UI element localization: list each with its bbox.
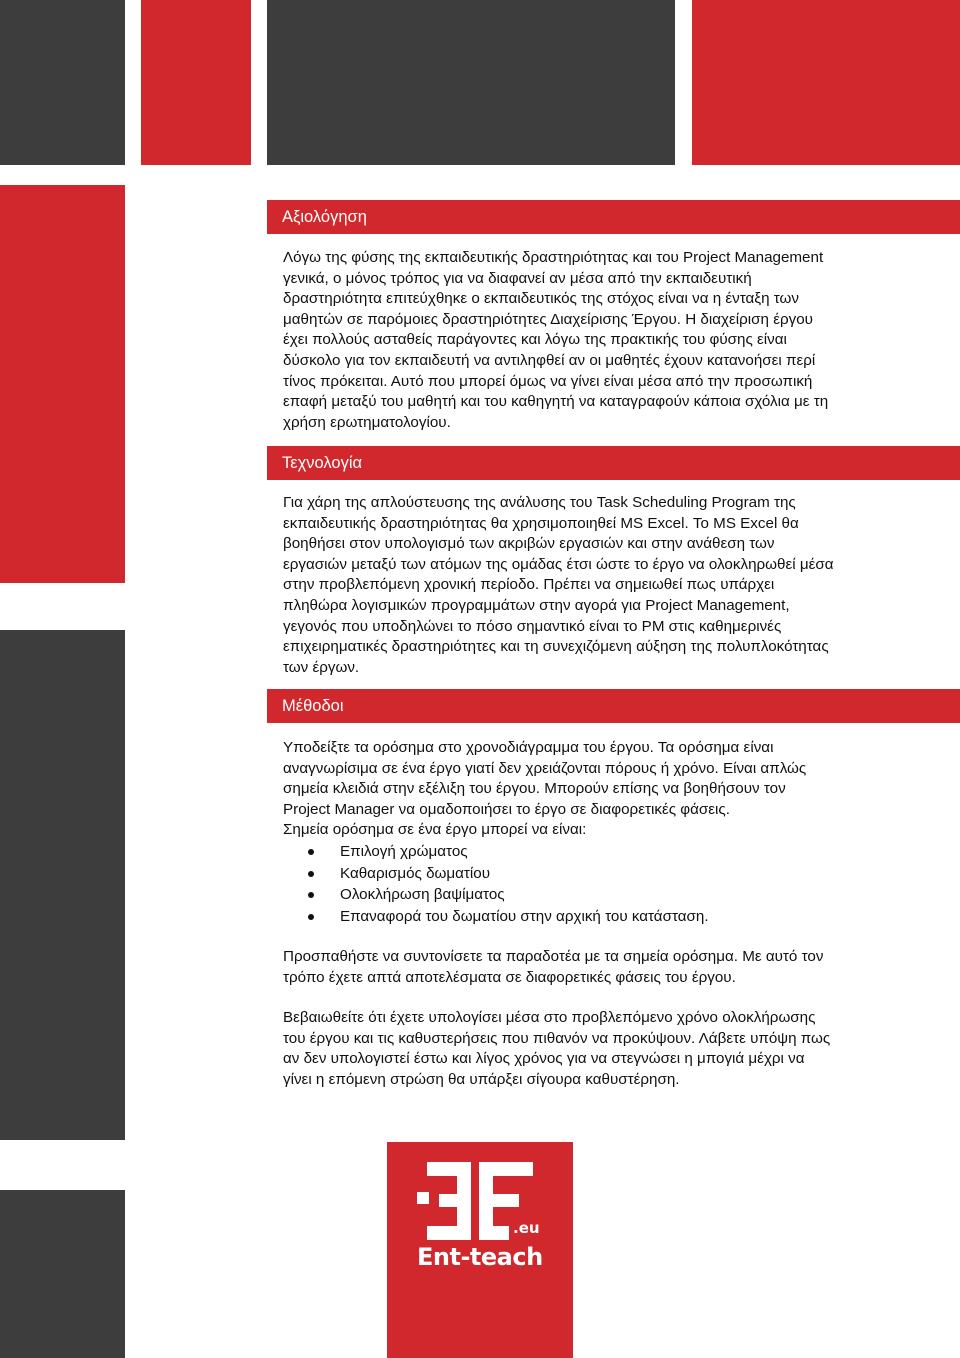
text-line: τίνος πρόκειται. Αυτό που μπορεί όμως να γίνει είναι μέσα από την προσωπική [283,372,813,390]
text-line: Υποδείξτε τα ορόσημα στο χρονοδιάγραμμα του έργου. Τα ορόσημα είναι [283,739,774,756]
decor-block [267,0,675,165]
text-line: έχει πολλούς ασταθείς παράγοντες και λόγω της πρακτικής του φύσης είναι [283,331,787,349]
axiologisi-paragraph [283,248,933,433]
text-line: επιχειρηματικές δραστηριότητες και τη συνεχιζόμενη αύξηση της πολυπλοκότητας [283,638,829,656]
text-line: γίνει η επόμενη στρώση θα υπάρξει σίγουρα καθυστέρηση. [283,1070,680,1088]
list-item: Επιλογή χρώματος [283,841,709,863]
milestone-list [283,841,709,927]
section-heading-technologia: Τεχνολογία [267,446,960,480]
section-heading-methodoi: Μέθοδοι [267,689,960,723]
text-line: Για χάρη της απλούστευσης της ανάλυσης του Task Scheduling Program της [283,494,796,511]
decor-block [141,0,251,165]
text-line: του έργου και τις καθυστερήσεις που πιθανόν να προκύψουν. Λάβετε υπόψη πως [283,1029,831,1047]
decor-block [0,630,125,1140]
text-line: δύσκολο για τον εκπαιδευτή να αντιληφθεί αν οι μαθητές έχουν κατανοήσει περί [283,351,816,369]
text-line: επαφή μεταξύ του μαθητή και του καθηγητή να καταγραφούν κάποια σχόλια με τη [283,393,829,411]
text-line: αν δεν υπολογιστεί έστω και λίγος χρόνος για να στεγνώσει η μπογιά μέχρι να [283,1050,805,1068]
text-line: δραστηριότητα επιτεύχθηκε ο εκπαιδευτικός της στόχος είναι να η ένταξη των [283,290,800,308]
logo-name: Ent-teach [417,1243,543,1271]
text-line: Λόγω της φύσης της εκπαιδευτικής δραστηριότητας και του Project Management [283,249,824,266]
text-line: βοηθήσει στον υπολογισμό των ακριβών εργασιών και στην ανάθεση των [283,535,775,553]
section-heading-axiologisi: Αξιολόγηση [267,200,960,234]
text-line: εργασιών μεταξύ των ατόμων της ομάδας έτσι ώστε το έργο να ολοκληρωθεί μέσα [283,555,834,573]
decor-block [692,0,960,165]
text-line: Σημεία ορόσημα σε ένα έργο μπορεί να είναι: [283,821,587,839]
text-line: Project Manager να ομαδοποιήσει το έργο σε διαφορετικές φάσεις. [283,800,730,818]
text-line: αναγνωρίσιμα σε ένα έργο γιατί δεν χρειάζονται πόρους ή χρόνο. Είναι απλώς [283,759,807,777]
text-line: γενικά, ο μόνος τρόπος για να διαφανεί αν μέσα από την εκπαιδευτική [283,269,752,287]
text-line: χρήση ερωτηματολογίου. [283,413,451,431]
text-line: πληθώρα λογισμικών προγραμμάτων στην αγορά για Project Management, [283,596,790,614]
text-line: των έργων. [283,658,360,676]
text-line: στην προβλεπόμενη χρονική περίοδο. Πρέπει να σημειωθεί πως υπάρχει [283,576,775,594]
methodoi-paragraph-2 [283,947,933,988]
text-line: μαθητών σε παρόμοιες δραστηριότητες Διαχείρισης Έργου. Η διαχείριση έργου [283,310,813,328]
text-line: τρόπο έχετε απτά αποτελέσματα σε διαφορετικές φάσεις του έργου. [283,968,736,986]
text-line: γεγονός που υποδηλώνει το πόσο σημαντικό είναι το PM στις καθημερινές [283,617,782,635]
list-item: Ολοκλήρωση βαψίματος [283,884,709,906]
text-line: σημεία κλειδιά στην εξέλιξη του έργου. Μπορούν επίσης να βοηθήσουν τον [283,780,786,798]
technologia-paragraph [283,493,933,678]
list-item: Καθαρισμός δωματίου [283,863,709,885]
decor-block [0,0,125,165]
methodoi-intro [283,738,933,841]
logo-suffix: .eu [513,1219,540,1237]
list-item: Επαναφορά του δωματίου στην αρχική του κατάσταση. [283,906,709,928]
text-line: Προσπαθήστε να συντονίσετε τα παραδοτέα με τα σημεία ορόσημα. Με αυτό τον [283,948,824,965]
methodoi-paragraph-3 [283,1008,933,1090]
decor-block [0,185,125,583]
text-line: Βεβαιωθείτε ότι έχετε υπολογίσει μέσα στο προβλεπόμενο χρόνο ολοκλήρωσης [283,1009,816,1026]
text-line: εκπαιδευτικής δραστηριότητας θα χρησιμοποιηθεί MS Excel. Το MS Excel θα [283,514,799,532]
ent-teach-logo [387,1142,573,1358]
decor-block [0,1190,125,1358]
